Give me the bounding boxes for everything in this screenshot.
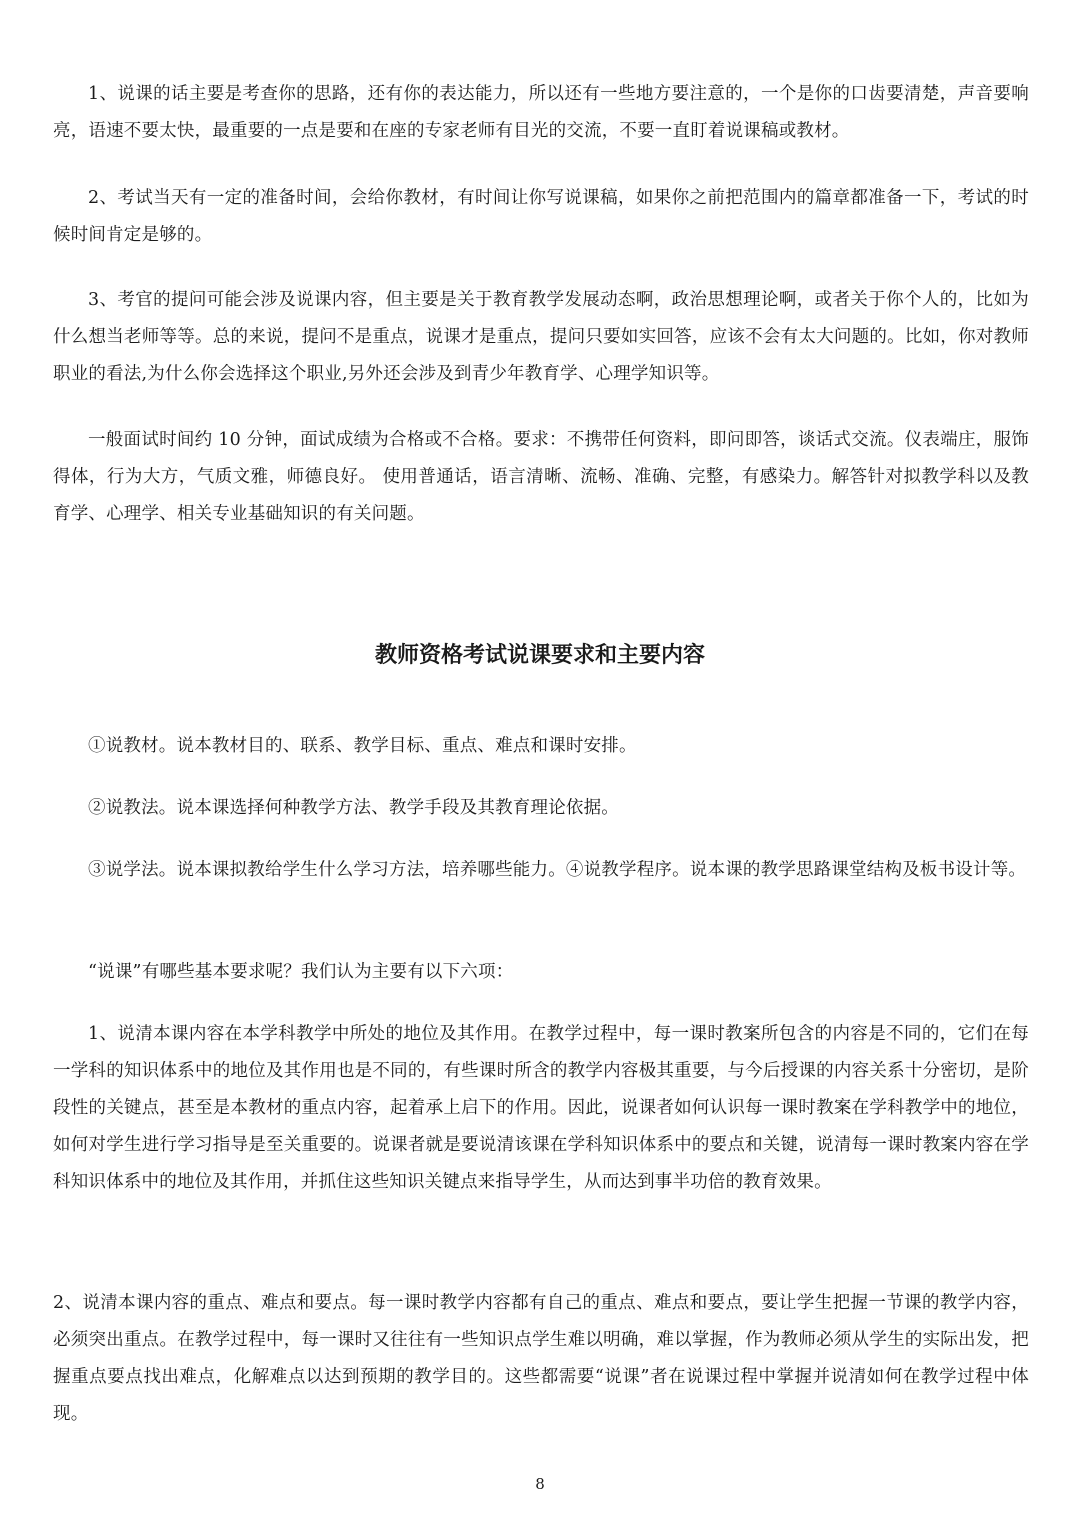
paragraph-requirement-1: 1、说清本课内容在本学科教学中所处的地位及其作用。在教学过程中，每一课时教案所包含的内容是不同的，它们在每一学科的知识体系中的地位及其作用也是不同的，有些课时所含的教学内容极其重要，与今后授课的内容关系十分密切，是阶段性的关键点，甚至是本教材的重点内容，起着承上启下的作用。因此，说课者如何认识每一课时教案在学科教学中的地位，如何对学生进行学习指导是至关重要的。说课者就是要说清该课在学科知识体系中的要点和关键，说清每一课时教案内容在学科知识体系中的地位及其作用，并抓住这些知识关键点来指导学生，从而达到事半功倍的教育效果。 bbox=[53, 1024, 1029, 1192]
section-title: 教师资格考试说课要求和主要内容 bbox=[374, 643, 705, 668]
paragraph-say-textbook: ①说教材。说本教材目的、联系、教学目标、重点、难点和课时安排。 bbox=[88, 736, 637, 756]
paragraph-say-learning-method: ③说学法。说本课拟教给学生什么学习方法，培养哪些能力。④说教学程序。说本课的教学思路课堂结构及板书设计等。 bbox=[88, 860, 1027, 880]
paragraph-preparation-time: 2、考试当天有一定的准备时间，会给你教材，有时间让你写说课稿，如果你之前把范围内的篇章都准备一下，考试的时候时间肯定是够的。 bbox=[53, 188, 1029, 245]
paragraph-examiner-questions: 3、考官的提问可能会涉及说课内容，但主要是关于教育教学发展动态啊，政治思想理论啊，或者关于你个人的，比如为什么想当老师等等。总的来说，提问不是重点，说课才是重点，提问只要如实回答，应该不会有太大问题的。比如，你对教师职业的看法,为什么你会选择这个职业,另外还会涉及到青少年教育学、心理学知识等。 bbox=[53, 290, 1029, 384]
paragraph-basic-requirements-intro: “说课”有哪些基本要求呢？我们认为主要有以下六项： bbox=[88, 962, 514, 982]
paragraph-requirement-2: 2、说清本课内容的重点、难点和要点。每一课时教学内容都有自己的重点、难点和要点，要让学生把握一节课的教学内容，必须突出重点。在教学过程中，每一课时又往往有一些知识点学生难以明确，难以掌握，作为教师必须从学生的实际出发，把握重点要点找出难点，化解难点以达到预期的教学目的。这些都需要“说课”者在说课过程中掌握并说清如何在教学过程中体现。 bbox=[53, 1293, 1029, 1424]
paragraph-say-method: ②说教法。说本课选择何种教学方法、教学手段及其教育理论依据。 bbox=[88, 798, 619, 818]
page-number: 8 bbox=[535, 1475, 545, 1493]
paragraph-speaking-tips: 1、说课的话主要是考查你的思路，还有你的表达能力，所以还有一些地方要注意的，一个是你的口齿要清楚，声音要响亮，语速不要太快，最重要的一点是要和在座的专家老师有目光的交流，不要一直盯着说课稿或教材。 bbox=[53, 84, 1029, 141]
paragraph-interview-requirements: 一般面试时间约 10 分钟，面试成绩为合格或不合格。要求：不携带任何资料，即问即答，谈话式交流。仪表端庄，服饰得体，行为大方，气质文雅，师德良好。 使用普通话，语言清晰、流畅、准确、完整，有感染力。解答针对拟教学科以及教育学、心理学、相关专业基础知识的有关问题。 bbox=[53, 430, 1029, 524]
